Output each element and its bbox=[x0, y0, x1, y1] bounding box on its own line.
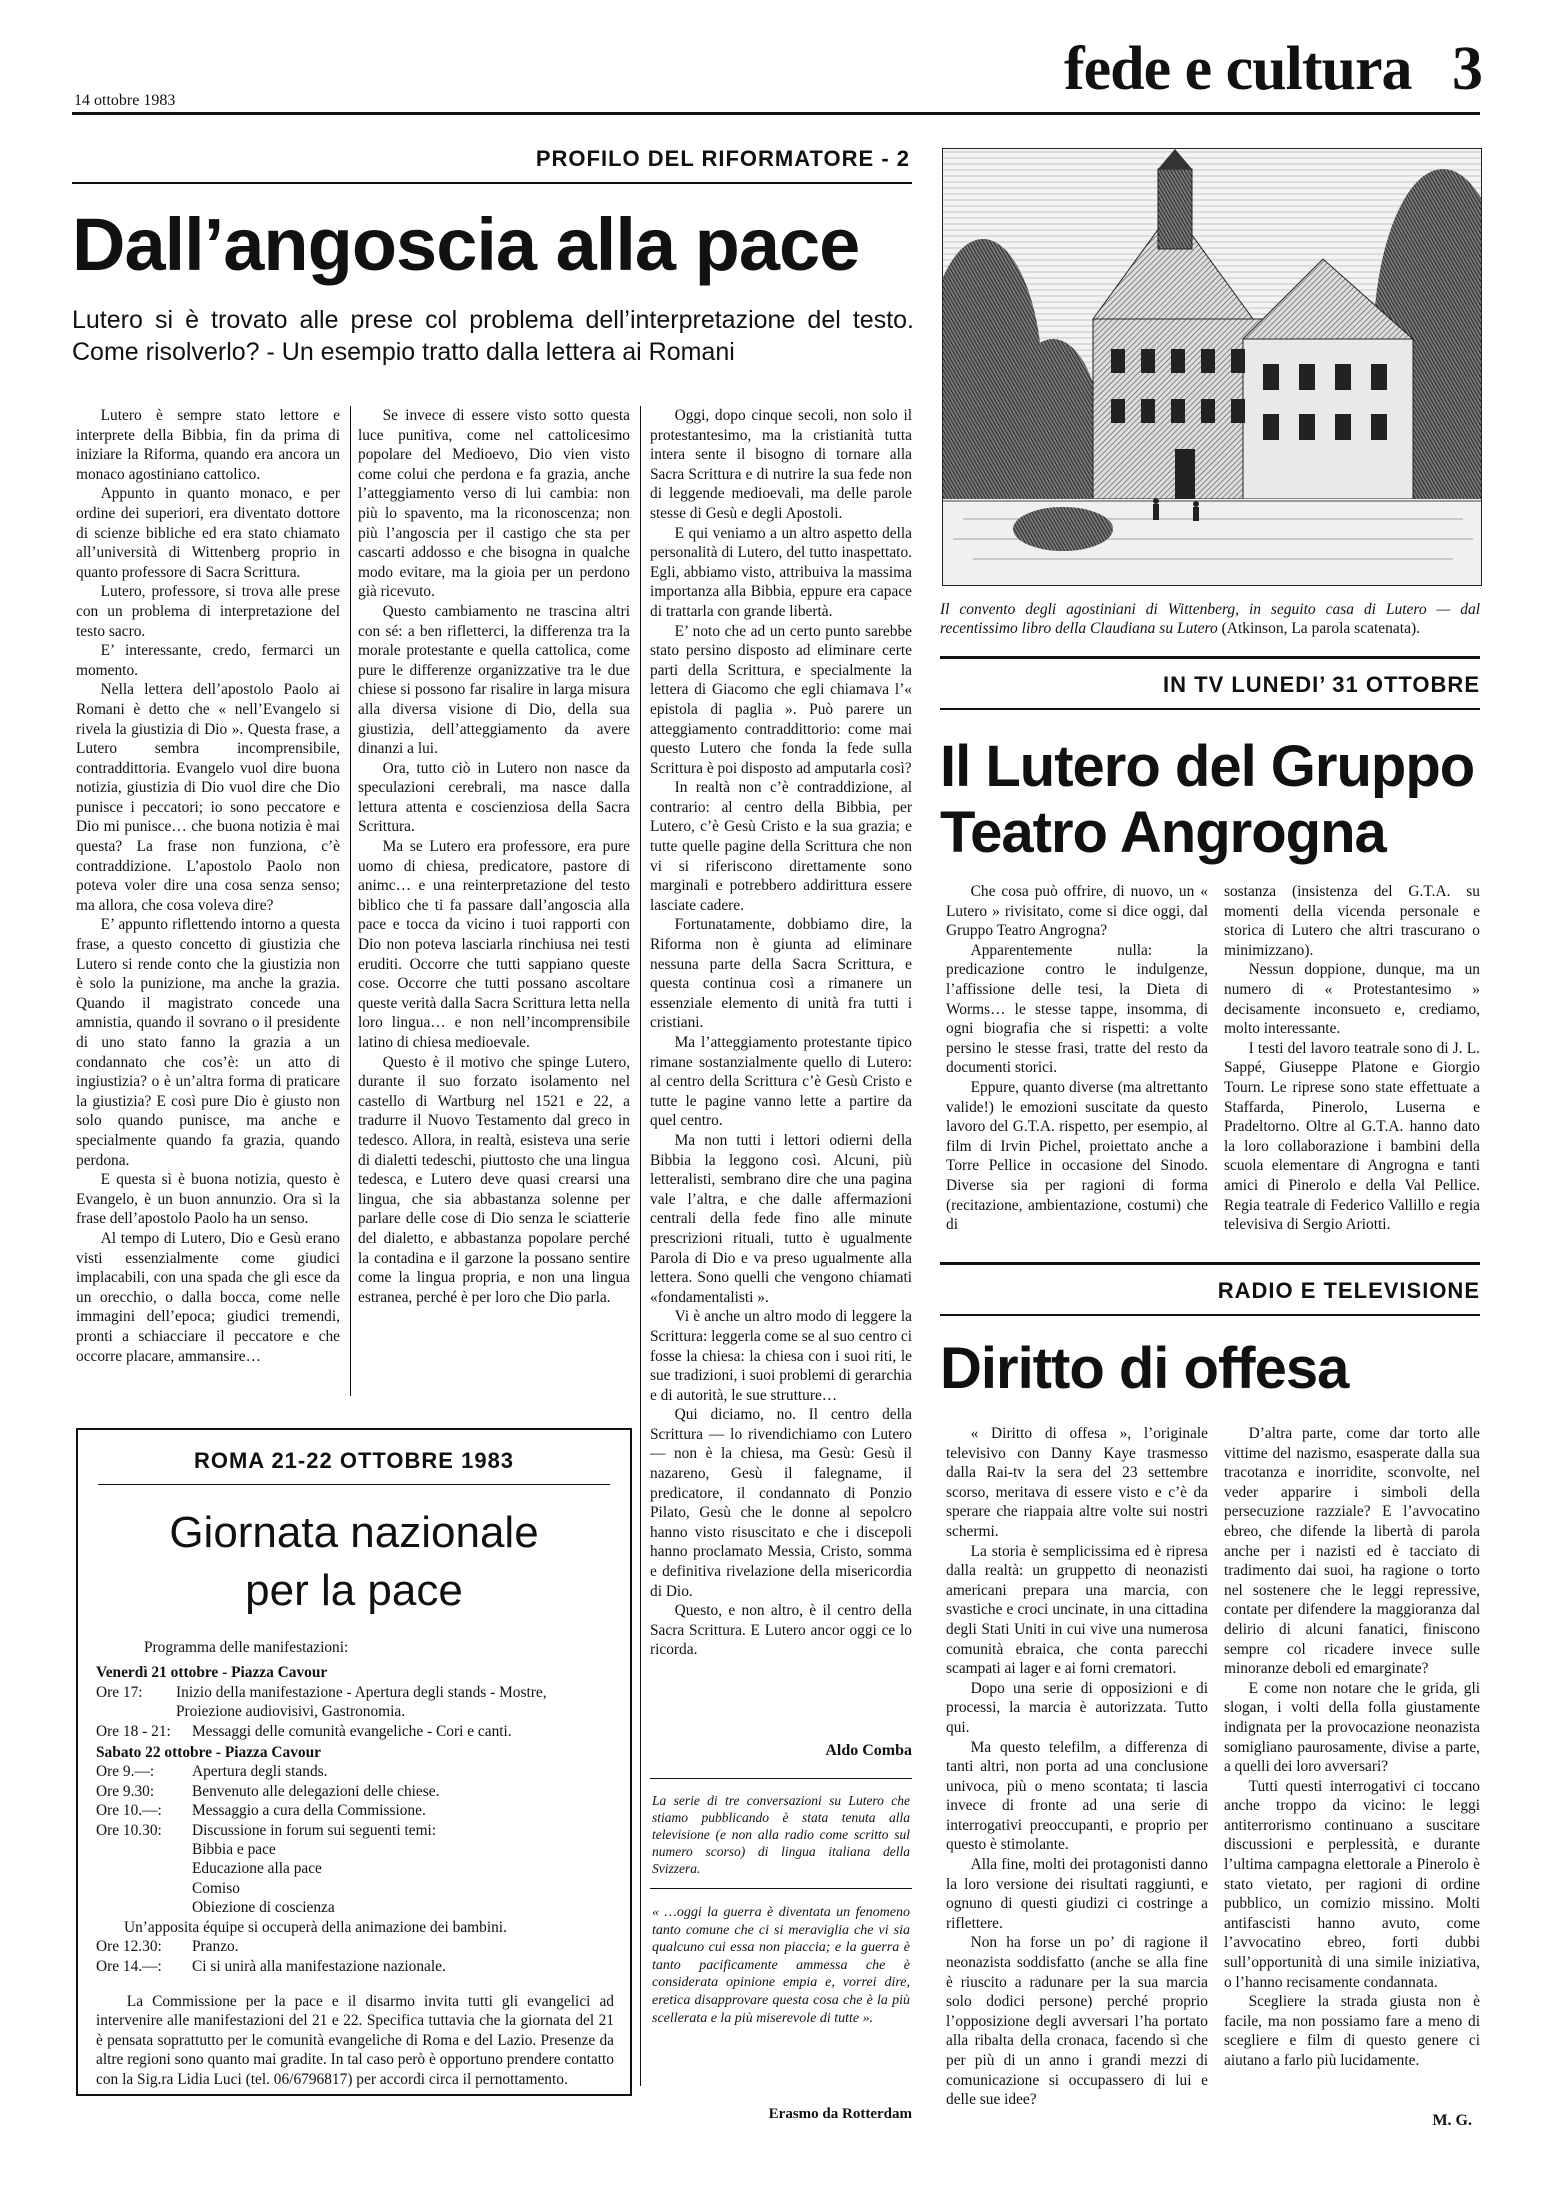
article1-column-2 bbox=[358, 406, 630, 1406]
series-note: La serie di tre conversazioni su Lutero che stiamo pubblicando è stata tenuta alla televisione (e non alla radio come scritto sul numero scorso) di lingua italiana della Svizzera. bbox=[652, 1793, 910, 1876]
column-divider bbox=[350, 406, 351, 1396]
paragraph: Tutti questi interrogativi ci toccano anche troppo da vicino: le leggi antiterrorismo continuano a suscitare discussioni e perplessità, e durante l’ultima campagna elettorale a Pinerolo è stato vietato, per ragioni di ordine pubblico, un comizio missino. Molti antifascisti hanno avuto, come l’avvocatino ebreo, forti dubbi sull’opportunità di una simile iniziativa, o l’hanno recisamente condannata. bbox=[1224, 1777, 1480, 1991]
article1-kicker: PROFILO DEL RIFORMATORE - 2 bbox=[535, 146, 910, 171]
paragraph: Oggi, dopo cinque secoli, non solo il protestantesimo, ma la cristianità tutta intera sente il bisogno di tornare alla Sacra Scrittura e di nutrire la sua fede non di leggende medioevali, ma delle parole stesse di Gesù e degli Apostoli. bbox=[650, 407, 912, 522]
theme-item: Comiso bbox=[192, 1879, 240, 1897]
issue-date: 14 ottobre 1983 bbox=[74, 92, 176, 109]
program-day-2: Sabato 22 ottobre - Piazza Cavour bbox=[96, 1744, 321, 1762]
paragraph: Alla fine, molti dei protagonisti danno la loro versione dei risultati raggiunti, e ognuno di questi giudizi ci costringe a riflettere. bbox=[946, 1856, 1208, 1932]
box-title bbox=[78, 1504, 630, 1620]
paragraph: Qui diciamo, no. Il centro della Scrittura — lo rivendichiamo con Lutero — non è la chiesa, ma Gesù: Gesù il nazareno, Gesù il falegname, il predicatore, il condannato di Ponzio Pilato, Gesù che le donne al sepolcro hanno visto risuscitato e che i discepoli hanno proclamato Messia, Cristo, somma e definitiva rivelazione della misericordia di Dio. bbox=[650, 1406, 912, 1600]
program-item bbox=[96, 1722, 614, 1741]
paragraph: Fortunatamente, dobbiamo dire, la Riforma non è giunta ad eliminare nessuna parte della Sacra Scrittura, e questa continua così a rimanere un essenziale elemento di unità fra tutti i cristiani. bbox=[650, 916, 912, 1032]
article3-top-rule bbox=[940, 1262, 1480, 1265]
program-list bbox=[96, 1638, 614, 2089]
article1-kicker-rule bbox=[72, 182, 912, 184]
equipe-note: Un’apposita équipe si occuperà della animazione dei bambini. bbox=[124, 1918, 507, 1936]
item-time: Ore 17: bbox=[96, 1683, 143, 1701]
paragraph: Vi è anche un altro modo di leggere la Scrittura: leggerla come se al suo centro ci fosse la chiesa: la chiesa con i suoi riti, le sue tradizioni, i suoi problemi di gerarchia e di autorità, le sue strutture… bbox=[650, 1308, 912, 1404]
headline-line: Il Lutero del Gruppo bbox=[940, 734, 1475, 799]
paragraph: Dopo una serie di opposizioni e di processi, la marcia è autorizzata. Tutto qui. bbox=[946, 1679, 1208, 1736]
article2-top-rule bbox=[940, 656, 1480, 659]
article2-headline bbox=[940, 734, 1474, 866]
item-desc: Messaggi delle comunità evangeliche - Cori e canti. bbox=[192, 1722, 512, 1740]
item-time: Ore 9.30: bbox=[96, 1782, 155, 1800]
article2-kicker: IN TV LUNEDI’ 31 OTTOBRE bbox=[1163, 672, 1480, 697]
program-item bbox=[96, 1801, 614, 1820]
theme-item: Educazione alla pace bbox=[192, 1860, 322, 1878]
item-time: Ore 14.—: bbox=[96, 1957, 162, 1975]
article3-column-2 bbox=[1224, 1424, 1480, 2104]
paragraph: Se invece di essere visto sotto questa luce punitiva, come nel cattolicesimo popolare del Medioevo, Dio vien visto come colui che perdona e fa grazia, anche l’atteggiamento verso di lui cambia: non più lo spavento, ma la riconoscenza; non più l’angoscia per il castigo che sta per cascarti addosso e che bisogna in qualche modo evitare, ma la gioia per un perdono già ricevuto. bbox=[358, 407, 630, 601]
paragraph: Appunto in quanto monaco, e per ordine dei superiori, era diventato dottore di scienze bibliche ed era stato chiamato all’università di Wittenberg proprio in quanto professore di Sacra Scrittura. bbox=[76, 485, 340, 581]
paragraph: E’ appunto riflettendo intorno a questa frase, a questo concetto di giustizia che Lutero si rende conto che la giustizia non è solo la punizione, ma anche la grazia. Quando il magistrato concede una amnistia, quando il sovrano o il presidente di uno stato fanno la grazia a un condannato che cos’è: un atto di ingiustizia? o è un’altra forma di praticare la giustizia? E così pure Dio è giusto non solo quando punisce, ma anche e specialmente quando fa grazia, quando perdona. bbox=[76, 916, 340, 1169]
article2-column-1 bbox=[946, 882, 1208, 1244]
article1-column-3 bbox=[650, 406, 912, 1730]
paragraph: Ora, tutto ciò in Lutero non nasce da speculazioni cerebrali, ma nasce dalla lettura attenta e coscienziosa della Sacra Scrittura. bbox=[358, 759, 630, 836]
caption-text: Il convento degli agostiniani di Wittenberg, in seguito casa di Lutero — dal recentissimo libro della Claudiana su Lutero bbox=[940, 601, 1480, 637]
wittenberg-convent-engraving bbox=[943, 149, 1481, 585]
paragraph: Ma l’atteggiamento protestante tipico rimane sostanzialmente quello di Lutero: al centro della Scrittura c’è Gesù Cristo e tutte le pagine vanno lette a partire da quel centro. bbox=[650, 1034, 912, 1130]
paragraph: E questa sì è buona notizia, questo è Evangelo, è un buon annunzio. Ora sì la frase dell’apostolo Paolo ha un senso. bbox=[76, 1171, 340, 1228]
peace-day-box bbox=[76, 1428, 632, 2096]
item-desc: Inizio della manifestazione - Apertura degli stands - Mostre, Proiezione audiovisivi, Gastronomia. bbox=[176, 1683, 547, 1721]
article3-kicker-rule bbox=[940, 1314, 1480, 1316]
paragraph: Ma se Lutero era professore, era pure uomo di chiesa, predicatore, pastore di animc… e una reinterpretazione del testo biblico che ti fa passare dall’angoscia alla pace e tocca da vicino i tuoi rapporti con Dio non poteva lasciarla rinchiusa nei testi eruditi. Occorre che tutti sappiano queste cose. Occorre che tutti possano ascoltare queste verità dalla Sacra Scrittura letta nella loro lingua… e non nell’incomprensibile latino di chiesa medioevale. bbox=[358, 838, 630, 1051]
box-title-line: per la pace bbox=[245, 1566, 463, 1615]
paragraph: Questo è il motivo che spinge Lutero, durante il suo forzato isolamento nel castello di Wartburg nel 1521 e 22, a tradurre il Nuovo Testamento dal greco in tedesco. Allora, in realtà, esisteva una serie di dialetti tedeschi, piuttosto che una lingua tedesca, e Lutero deve quasi crearsi una lingua, che sia abbastanza solenne per parlare delle cose di Dio senza le sciatterie del dialetto, e abbastanza popolare perché la contadina e il garzone la possano sentire come la lingua propria, e non una lingua estranea, perché è per loro che Dio parla. bbox=[358, 1053, 630, 1306]
caption-credit: (Atkinson, La parola scatenata). bbox=[1221, 620, 1420, 637]
paragraph: Questo, e non altro, è il centro della Sacra Scrittura. E Lutero ancor oggi ce lo ricorda. bbox=[650, 1602, 912, 1659]
item-time: Ore 9.—: bbox=[96, 1763, 155, 1781]
paragraph: Nella lettera dell’apostolo Paolo ai Romani è detto che « nell’Evangelo si rivela la giustizia di Dio ». Questa frase, a Lutero sembra incomprensibile, contraddittoria. Evangelo vuol dire buona notizia, giustizia di Dio vuol dire che Dio punisce i peccatori; io sono peccatore e Dio mi punisce… che buona notizia è mai questa? La frase non funziona, c’è contraddizione. L’apostolo Paolo non poteva voler dire una cosa senza senso; ma allora, che cosa voleva dire? bbox=[76, 681, 340, 914]
paragraph: E’ interessante, credo, fermarci un momento. bbox=[76, 642, 340, 679]
page-number: 3 bbox=[1452, 35, 1482, 103]
section-title bbox=[1064, 34, 1482, 105]
paragraph: E’ noto che ad un certo punto sarebbe stato persino disposto ad eliminare certe parti della Scrittura, e specialmente la lettera di Giacomo che egli chiamava l’« epistola di paglia ». Può parere un atteggiamento contraddittorio: come mai questo Lutero che fonda la fede sulla Scrittura è poi disposto ad amputarla così? bbox=[650, 622, 912, 777]
item-desc: Pranzo. bbox=[192, 1938, 239, 1956]
program-item bbox=[96, 1782, 614, 1801]
paragraph: Non ha forse un po’ di ragione il neonazista soddisfatto (anche se alla fine è riuscito a radunare per la sua marcia solo dodici persone) perché proprio l’opposizione degli avversari l’ha portato alla ribalta della cronaca, facendo sì che per più di un anno i grandi mezzi di comunicazione si occupassero di lui e delle sue idee? bbox=[946, 1934, 1208, 2109]
note-rule bbox=[650, 1778, 912, 1779]
photo-caption bbox=[940, 600, 1480, 638]
paragraph: I testi del lavoro teatrale sono di J. L. Sappé, Giuseppe Platone e Giorgio Tourn. Le riprese sono state effettuate a Staffarda, Pinerolo, Luserna e Pradeltorno. Oltre al G.T.A. hanno dato la loro collaborazione i bambini della scuola elementare di Angrogna e tanti amici di Pinerolo e della Val Pellice. Regia teatrale di Federico Vallillo e regia televisiva di Sergio Ariotti. bbox=[1224, 1039, 1480, 1234]
article3-kicker: RADIO E TELEVISIONE bbox=[1217, 1278, 1480, 1303]
box-title-line: Giornata nazionale bbox=[169, 1508, 539, 1557]
box-closing: La Commissione per la pace e il disarmo invita tutti gli evangelici ad intervenire alle manifestazioni del 21 e 22. Specifica tuttavia che la giornata del 21 è pensata soprattutto per le comunità evangeliche di Roma e del Lazio. Presenze da altre regioni sono quanto mai gradite. In tal caso però è opportuno prendere contatto con la Sig.ra Lidia Luci (tel. 06/6796817) per accordi circa il pernottamento. bbox=[96, 1992, 614, 2088]
erasmus-quote: « …oggi la guerra è diventata un fenomeno tanto comune che ci si meraviglia che vi sia qualcuno cui essa non piaccia; e la guerra è tanto pacificamente ammessa che è considerata opinione empia e, vorrei dire, eretica disapprovare questa cosa che è la più scellerata e la più miserevole di tutte ». bbox=[652, 1905, 910, 2026]
article1-author: Aldo Comba bbox=[825, 1742, 912, 1759]
convent-photo bbox=[942, 148, 1482, 586]
item-time: Ore 18 - 21: bbox=[96, 1722, 171, 1740]
box-rule bbox=[98, 1484, 610, 1485]
article1-column-1 bbox=[76, 406, 340, 1406]
paragraph: Al tempo di Lutero, Dio e Gesù erano visti essenzialmente come giudici implacabili, con una spada che gli esce da un orecchio, o dalla bocca, come nelle immagini dell’epoca; giudici tremendi, pronti a schiacciare il peccatore e che occorre placare, ammansire… bbox=[76, 1229, 340, 1365]
item-desc: Benvenuto alle delegazioni delle chiese. bbox=[192, 1782, 440, 1800]
article3-column-1 bbox=[946, 1424, 1208, 2124]
program-intro: Programma delle manifestazioni: bbox=[144, 1639, 349, 1656]
paragraph: Ma non tutti i lettori odierni della Bibbia la leggono così. Alcuni, più letteralisti, sembrano dire che una pagina vale l’altra, e che dalle affermazioni centrali della fede fino alle minute prescrizioni rituali, tutto è ugualmente Parola di Dio e va preso ugualmente alla lettera. Sono quelli che vengono chiamati «fondamentalisti ». bbox=[650, 1131, 912, 1306]
program-item bbox=[96, 1762, 614, 1781]
article3-headline: Diritto di offesa bbox=[940, 1336, 1349, 1401]
paragraph: Apparentemente nulla: la predicazione contro le indulgenze, l’affissione delle tesi, la Dieta di Worms… le stesse tappe, insomma, di ogni biografia che si rispetti: a volte persino le stesse frasi, tratte del resto da documenti storici. bbox=[946, 941, 1208, 1077]
program-item bbox=[96, 1821, 614, 1840]
program-item bbox=[96, 1957, 614, 1976]
item-desc: Apertura degli stands. bbox=[192, 1763, 328, 1781]
paragraph: Questo cambiamento ne trascina altri con sé: a ben rifletterci, la differenza tra la morale protestante e quella cattolica, come pure le differenze organizzative tra le due chiese si possono far risalire in larga misura alla diversa visione di Dio, della sua giustizia, dell’atteggiamento da avere dinanzi a lui. bbox=[358, 602, 630, 758]
note-rule bbox=[650, 1888, 912, 1889]
paragraph: Lutero è sempre stato lettore e interprete della Bibbia, fin da prima di iniziare la Riforma, quando era ancora un monaco agostiniano cattolico. bbox=[76, 407, 340, 483]
item-time: Ore 10.—: bbox=[96, 1802, 162, 1820]
paragraph: Eppure, quanto diverse (ma altrettanto valide!) le emozioni suscitate da questo lavoro del G.T.A. rispetto, per esempio, al film di Irvin Pichel, proiettato anche a Torre Pellice in occasione del Sinodo. Diverse sia per ragioni di forma (recitazione, ambientazione, costumi) che di bbox=[946, 1078, 1208, 1234]
paragraph: « Diritto di offesa », l’originale televisivo con Danny Kaye trasmesso dalla Rai-tv la sera del 23 settembre scorso, meritava di essere visto e c’è da sperare che riappaia altre volte sui nostri schermi. bbox=[946, 1425, 1208, 1540]
item-desc: Ci si unirà alla manifestazione nazionale. bbox=[192, 1957, 446, 1975]
paragraph: E come non notare che le grida, gli slogan, i volti della folla giustamente indignata per la provocazione neonazista somigliano paurosamente, divise a parte, a quelli dei loro avversari? bbox=[1224, 1679, 1480, 1776]
paragraph: Lutero, professore, si trova alle prese con un problema di interpretazione del testo sacro. bbox=[76, 583, 340, 640]
paragraph: Che cosa può offrire, di nuovo, un « Lutero » rivisitato, come si dice oggi, dal Gruppo Teatro Angrogna? bbox=[946, 883, 1208, 940]
item-time: Ore 10.30: bbox=[96, 1821, 162, 1839]
paragraph: La storia è semplicissima ed è ripresa dalla realtà: un gruppetto di neonazisti americani prepara una marcia, con svastiche e croci uncinate, in una cittadina degli Stati Uniti in cui vive una numerosa comunità ebraica, che conta parecchi scampati ai lager e ai forni crematori. bbox=[946, 1542, 1208, 1678]
paragraph: Ma questo telefilm, a differenza di tanti altri, non porta ad una conclusione univoca, più o meno scontata; ti lascia invece di fronte ad una serie di interrogativi preoccupanti, e proprio per questo è stimolante. bbox=[946, 1738, 1208, 1854]
paragraph: sostanza (insistenza del G.T.A. su momenti della vicenda personale e storica di Lutero che altri trascurano o minimizzano). bbox=[1224, 883, 1480, 959]
item-time: Ore 12.30: bbox=[96, 1938, 162, 1956]
program-item bbox=[96, 1937, 614, 1956]
program-day-1: Venerdì 21 ottobre - Piazza Cavour bbox=[96, 1664, 328, 1682]
box-kicker: ROMA 21-22 OTTOBRE 1983 bbox=[193, 1448, 515, 1473]
paragraph: D’altra parte, come dar torto alle vittime del nazismo, esasperate dalla sua tracotanza e inorridite, sconvolte, nel veder apparire i simboli della persecuzione razziale? E l’avvocatino ebreo, che difende la libertà di parola anche per i nazisti ed è tacciato di tradimento dai suoi, ha ragione o torto nel sostenere che le leggi repressive, contate per difendere la maggioranza dal delirio di alcuni fanatici, finiscono sempre col ricadere invece sulle minoranze deboli ed emarginate? bbox=[1224, 1425, 1480, 1678]
article3-author: M. G. bbox=[1432, 2112, 1472, 2129]
paragraph: Nessun doppione, dunque, ma un numero di « Protestantesimo » decisamente inconsueto e, crediamo, molto interessante. bbox=[1224, 961, 1480, 1038]
item-desc: Discussione in forum sui seguenti temi: bbox=[192, 1821, 437, 1839]
paragraph: In realtà non c’è contraddizione, al contrario: al centro della Bibbia, per Lutero, c’è Gesù Cristo e la sua grazia; e tutte quelle pagine della Scrittura che non vi si riferiscono direttamente sono marginali e potrebbero addirittura essere lasciate cadere. bbox=[650, 779, 912, 914]
theme-item: Obiezione di coscienza bbox=[192, 1899, 335, 1917]
program-item bbox=[96, 1683, 614, 1722]
article2-kicker-rule bbox=[940, 708, 1480, 710]
paragraph: Scegliere la strada giusta non è facile, ma non possiamo fare a meno di scegliere e film di questo genere ci aiutano a farlo più lucidamente. bbox=[1224, 1993, 1480, 2069]
quote-author: Erasmo da Rotterdam bbox=[768, 2106, 912, 2122]
article2-column-2 bbox=[1224, 882, 1480, 1244]
masthead-rule bbox=[72, 112, 1480, 115]
article1-headline: Dall’angoscia alla pace bbox=[72, 203, 860, 286]
paragraph: E qui veniamo a un altro aspetto della personalità di Lutero, del tutto inaspettato. Egli, abbiamo visto, attribuiva la massima importanza alla Bibbia, eppure era capace di trattarla con grande libertà. bbox=[650, 524, 912, 620]
column-divider bbox=[640, 406, 641, 2086]
article1-deck: Lutero si è trovato alle prese col problema dell’interpretazione del testo. Come risolverlo? - Un esempio tratto dalla lettera ai Romani bbox=[72, 306, 914, 366]
theme-item: Bibbia e pace bbox=[192, 1841, 276, 1859]
headline-line: Teatro Angrogna bbox=[940, 800, 1386, 865]
section-name: fede e cultura bbox=[1063, 35, 1412, 103]
item-desc: Messaggio a cura della Commissione. bbox=[192, 1802, 426, 1820]
